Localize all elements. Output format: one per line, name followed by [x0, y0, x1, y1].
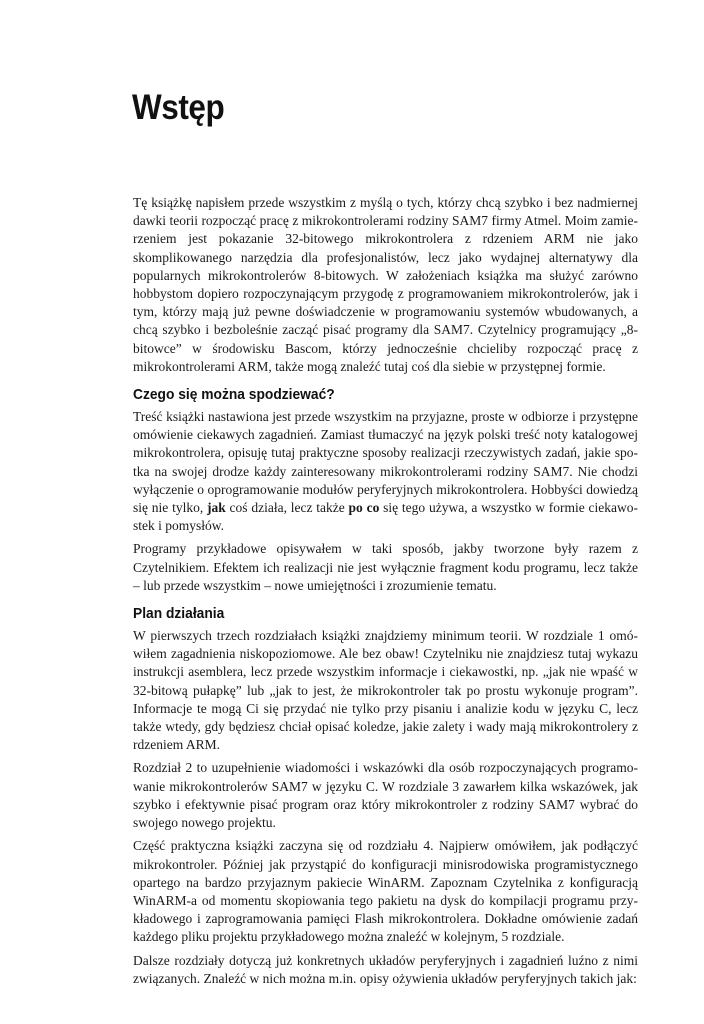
bold-term-jak: jak [207, 500, 226, 516]
expectations-paragraph-1 [133, 408, 638, 535]
intro-paragraph: Tę książkę napisłem przede wszystkim z myślą o tych, którzy chcą szybko i bez nadmiernej dawki teorii rozpocząć pracę z mikrokontrolerami rodziny SAM7 firmy Atmel. Moim zamierzeniem jest pokazanie 32-bitowego mikrokontrolera z rdzeniem ARM nie jako skomplikowanego narzędzia dla profesjonalistów, lecz jako wydajnej alternatywy dla popularnych mikrokontrolerów 8-bitowych. W założeniach książka ma służyć zarówno hobbystom dopiero rozpoczynającym przygodę z programowaniem mikrokontrolerów, jak i tym, którzy mają już pewne doświadczenie w programowaniu systemów wbudowanych, a chcą szybko i bezboleśnie zacząć pisać programy dla SAM7. Czytelnicy programujący „8-bitowce” w środowisku Bascom, którzy jednocześnie chcieliby rozpocząć pracę z mikrokontrolerami ARM, także mogą znaleźć tutaj coś dla siebie w przystępnej formie. [133, 195, 638, 374]
chapter-title: Wstęp [132, 88, 225, 127]
plan-paragraph-2: Rozdział 2 to uzupełnienie wiadomości i wskazówki dla osób rozpoczynających programowanie mikrokontrolerów SAM7 w języku C. W rozdziale 3 zawarłem kilka wskazówek, jak szybko i efektywnie pisać program oraz który mikrokontroler z rodziny SAM7 wybrać do swojego nowego projektu. [133, 760, 638, 831]
section-heading-plan: Plan działania [133, 605, 225, 623]
expectations-paragraph-2: Programy przykładowe opisywałem w taki sposób, jakby tworzone były razem z Czytelnikiem. Efektem ich realizacji nie jest wyłącznie fragment kodu programu, lecz także – lub przede wszystkim – nowe umiejętności i zrozumienie tematu. [133, 541, 638, 593]
section-heading-expectations: Czego się można spodziewać? [133, 386, 335, 404]
text-run: się tego używa, a wszystko w formie ciekawostek i pomysłów. [133, 500, 638, 534]
bold-term-po-co: po co [348, 500, 380, 516]
text-run: Treść książki nastawiona jest przede wszystkim na przyjazne, proste w odbiorze i przystępne omówienie ciekawych zagadnień. Zamiast tłumaczyć na język polski treść noty katalogowej mikrokontrolera, opisuję tutaj praktyczne sposoby realizacji rzeczywistych zadań, jakie spotka na swojej drodze każdy zainteresowany mikrokontrolerami rodziny SAM7. Nie chodzi wyłączenie o oprogramowanie modułów peryferyjnych mikrokontrolera. Hobbyści dowiedzą się nie tylko, [133, 409, 638, 516]
plan-paragraph-3: Część praktyczna książki zaczyna się od rozdziału 4. Najpierw omówiłem, jak podłączyć mikrokontroler. Później jak przystąpić do konfiguracji minisrodowiska programistycznego opartego na bardzo przyjaznym pakiecie WinARM. Zapoznam Czytelnika z konfiguracją WinARM-a od momentu skopiowania tego pakietu na dysk do kompilacji programu przykładowego i zaprogramowania pamięci Flash mikrokontrolera. Dokładne omówienie zadań każdego pliku projektu przykładowego można znaleźć w kolejnym, 5 rozdziale. [133, 838, 638, 945]
plan-paragraph-1: W pierwszych trzech rozdziałach książki znajdziemy minimum teorii. W rozdziale 1 omówiłem zagadnienia niskopoziomowe. Ale bez obaw! Czytelniku nie znajdziesz tutaj wykazu instrukcji asemblera, lecz przede wszystkim informacje i ciekawostki, np. „jak nie wpaść w 32-bitową pułapkę” lub „jak to jest, że mikrokontroler tak po prostu wykonuje program”. Informacje te mogą Ci się przydać nie tylko przy pisaniu i analizie kodu w języku C, lecz także wtedy, gdy będziesz chciał opisać koledze, jakie zalety i wady mają mikrokontrolery z rdzeniem ARM. [133, 628, 638, 753]
plan-paragraph-4: Dalsze rozdziały dotyczą już konkretnych układów peryferyjnych i zagadnień luźno z nimi związanych. Znaleźć w nich można m.in. opisy ożywienia układów peryferyjnych takich jak: [133, 952, 638, 986]
text-run: coś działa, lecz także [225, 500, 349, 516]
